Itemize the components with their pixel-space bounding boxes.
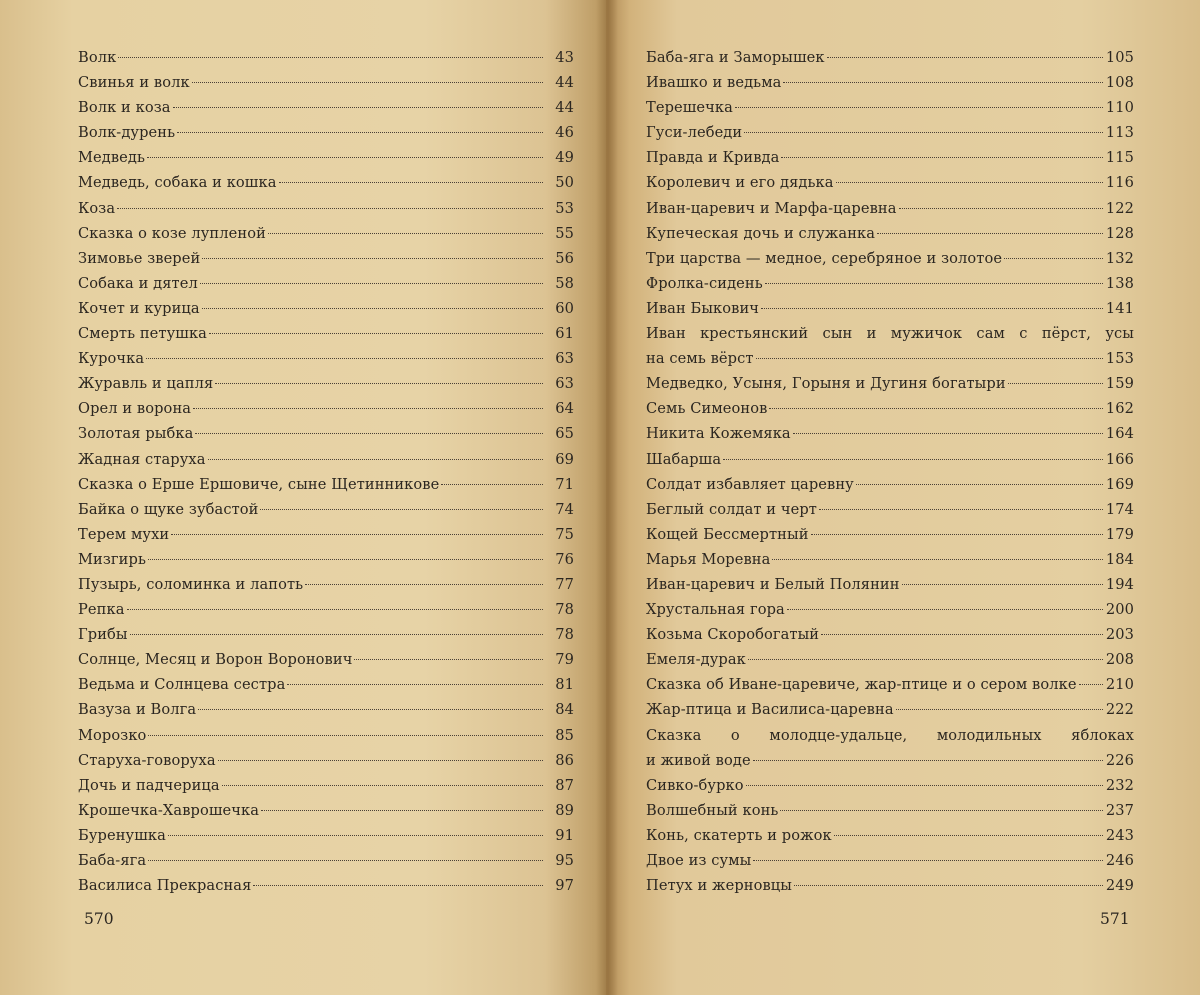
toc-entry: [646, 246, 1134, 271]
toc-entry-title-line2: и живой воде: [646, 751, 751, 769]
toc-entry-page: 95: [555, 852, 574, 869]
toc-entry: [78, 421, 574, 446]
toc-entry-title: Журавль и цапля: [78, 375, 214, 393]
toc-entry-title: Пузырь, соломинка и лапоть: [78, 575, 304, 593]
toc-entry-page: 56: [555, 249, 574, 267]
toc-entry-page: 203: [1105, 626, 1134, 644]
toc-entry: [78, 723, 574, 748]
toc-entry: [78, 45, 574, 70]
toc-entry: [78, 672, 574, 697]
toc-entry: [646, 447, 1134, 472]
toc-entry-title: Сказка об Иване-царевиче, жар-птице и о сером волке: [646, 676, 1077, 694]
toc-entry-page: 113: [1105, 124, 1134, 142]
toc-entry: [78, 697, 574, 722]
toc-entry-page: 179: [1105, 525, 1134, 543]
toc-entry-title: Сказка о Ерше Ершовиче, сыне Щетинникове: [78, 475, 440, 493]
toc-entry-page: 116: [1105, 174, 1134, 192]
toc-entry-title: Крошечка-Хаврошечка: [78, 801, 260, 819]
toc-entry: [78, 296, 574, 321]
toc-entry: [78, 622, 574, 647]
toc-entry-title: Терем мухи: [78, 525, 170, 543]
dot-leader: [753, 760, 1103, 761]
toc-entry-title: Волшебный конь: [646, 801, 779, 819]
dot-leader: [877, 233, 1103, 234]
toc-entry-title-line2: на семь вёрст: [646, 350, 754, 368]
toc-entry-page: 246: [1105, 852, 1134, 869]
toc-entry-title: Байка о щуке зубастой: [78, 500, 259, 518]
toc-entry: [646, 271, 1134, 296]
toc-entry: [78, 647, 574, 672]
toc-entry-title: Солдат избавляет царевну: [646, 475, 854, 493]
toc-entry: [646, 120, 1134, 145]
toc-entry-page: 76: [555, 550, 574, 568]
toc-entry-title: Старуха-говоруха: [78, 751, 216, 769]
toc-entry-page: 153: [1105, 350, 1134, 368]
toc-entry-page: 122: [1105, 199, 1134, 217]
toc-entry-title: Терешечка: [646, 99, 733, 117]
toc-entry: [646, 221, 1134, 246]
toc-entry: [646, 95, 1134, 120]
toc-entry-title: Кощей Бессмертный: [646, 525, 809, 543]
toc-entry-page: 249: [1105, 877, 1134, 895]
toc-entry-page: 243: [1105, 826, 1134, 844]
dot-leader: [811, 534, 1103, 535]
dot-leader: [761, 308, 1103, 309]
toc-entry-page: 60: [555, 299, 574, 317]
toc-entry-title: Волк-дурень: [78, 124, 176, 142]
toc-entry-title: Солнце, Месяц и Ворон Воронович: [78, 651, 353, 669]
toc-entry: [78, 221, 574, 246]
toc-entry-page: 44: [555, 99, 574, 117]
toc-entry-page: 200: [1105, 601, 1134, 619]
toc-entry-title: Баба-яга и Заморышек: [646, 49, 825, 66]
dot-leader: [1008, 383, 1103, 384]
toc-entry-page: 222: [1105, 701, 1134, 719]
toc-entry: [78, 823, 574, 848]
dot-leader: [856, 484, 1103, 485]
toc-entry-title: Беглый солдат и черт: [646, 500, 817, 518]
dot-leader: [268, 233, 543, 234]
dot-leader: [146, 358, 543, 359]
toc-entry-page: 128: [1105, 224, 1134, 242]
toc-entry: [78, 196, 574, 221]
dot-leader: [899, 208, 1103, 209]
table-of-contents-right: [646, 45, 1134, 898]
toc-entry-title: Двое из сумы: [646, 852, 752, 869]
dot-leader: [793, 433, 1103, 434]
toc-entry: [646, 622, 1134, 647]
toc-entry: [78, 497, 574, 522]
toc-entry-title: Семь Симеонов: [646, 400, 768, 418]
toc-entry-title: Грибы: [78, 626, 128, 644]
dot-leader: [118, 57, 543, 58]
toc-entry-page: 91: [555, 826, 574, 844]
toc-entry-page: 75: [555, 525, 574, 543]
toc-entry-page: 169: [1105, 475, 1134, 493]
toc-entry-page: 237: [1105, 801, 1134, 819]
toc-entry-page: 208: [1105, 651, 1134, 669]
toc-entry-page: 63: [555, 375, 574, 393]
toc-entry: [646, 873, 1134, 898]
toc-entry: [646, 396, 1134, 421]
table-of-contents-left: [78, 45, 574, 898]
toc-entry-page: 141: [1105, 299, 1134, 317]
toc-entry-title: Смерть петушка: [78, 325, 207, 343]
toc-entry-title: Иван-царевич и Белый Полянин: [646, 575, 900, 593]
toc-entry-page: 81: [555, 676, 574, 694]
toc-entry-title: Иван Быкович: [646, 299, 760, 317]
toc-entry-page: 85: [555, 726, 574, 744]
toc-entry-title: Медведко, Усыня, Горыня и Дугиня богатыри: [646, 375, 1006, 393]
toc-entry: [646, 647, 1134, 672]
right-page: [606, 0, 1200, 995]
toc-entry-title: Три царства — медное, серебряное и золотое: [646, 249, 1003, 267]
toc-entry-title: Ведьма и Солнцева сестра: [78, 676, 286, 694]
dot-leader: [148, 559, 543, 560]
dot-leader: [117, 208, 543, 209]
toc-entry-page: 89: [555, 801, 574, 819]
toc-entry-page: 78: [555, 601, 574, 619]
toc-entry-page: 159: [1105, 375, 1134, 393]
toc-entry-page: 63: [555, 350, 574, 368]
dot-leader: [836, 182, 1103, 183]
toc-entry-title: Емеля-дурак: [646, 651, 746, 669]
toc-entry: [78, 873, 574, 898]
toc-entry-title: Орел и ворона: [78, 400, 192, 418]
toc-entry-page: 232: [1105, 776, 1134, 794]
toc-entry-title: Фролка-сидень: [646, 274, 763, 292]
toc-entry-title: Сивко-бурко: [646, 776, 744, 794]
dot-leader: [209, 333, 543, 334]
toc-entry-page: 78: [555, 626, 574, 644]
toc-entry: [646, 170, 1134, 195]
book-gutter: [596, 0, 618, 995]
toc-entry-page: 49: [555, 149, 574, 167]
toc-entry: [78, 271, 574, 296]
dot-leader: [781, 157, 1102, 158]
dot-leader: [354, 659, 543, 660]
toc-entry: [646, 773, 1134, 798]
dot-leader: [193, 408, 543, 409]
dot-leader: [772, 559, 1102, 560]
toc-entry: [646, 421, 1134, 446]
toc-entry: [646, 723, 1134, 773]
toc-entry: [78, 773, 574, 798]
dot-leader: [177, 132, 543, 133]
toc-entry: [646, 572, 1134, 597]
page-number-right: 571: [1100, 910, 1130, 928]
toc-entry: [78, 371, 574, 396]
toc-entry: [646, 45, 1134, 70]
toc-entry-page: 166: [1105, 450, 1134, 468]
toc-entry: [646, 823, 1134, 848]
dot-leader: [173, 107, 543, 108]
dot-leader: [200, 283, 543, 284]
toc-entry-page: 55: [555, 224, 574, 242]
toc-entry-title: Сказка о козе лупленой: [78, 224, 266, 242]
toc-entry-page: 43: [555, 49, 574, 66]
toc-entry: [78, 522, 574, 547]
dot-leader: [735, 107, 1103, 108]
dot-leader: [287, 684, 543, 685]
toc-entry-title: Козьма Скоробогатый: [646, 626, 820, 644]
dot-leader: [253, 885, 543, 886]
toc-entry: [78, 472, 574, 497]
dot-leader: [215, 383, 543, 384]
dot-leader: [130, 634, 543, 635]
toc-entry-page: 105: [1105, 49, 1134, 66]
toc-entry: [78, 120, 574, 145]
toc-entry-title: Жар-птица и Василиса-царевна: [646, 701, 894, 719]
toc-entry: [646, 522, 1134, 547]
dot-leader: [441, 484, 543, 485]
dot-leader: [261, 810, 543, 811]
dot-leader: [279, 182, 544, 183]
toc-entry-title: Вазуза и Волга: [78, 701, 197, 719]
dot-leader: [746, 785, 1103, 786]
dot-leader: [168, 835, 543, 836]
toc-entry-title: Королевич и его дядька: [646, 174, 834, 192]
toc-entry-title: Морозко: [78, 726, 147, 744]
toc-entry: [646, 145, 1134, 170]
toc-entry-page: 69: [555, 450, 574, 468]
toc-entry-page: 53: [555, 199, 574, 217]
toc-entry: [646, 672, 1134, 697]
toc-entry-page: 79: [555, 651, 574, 669]
toc-entry: [78, 848, 574, 873]
toc-entry-title: Кочет и курица: [78, 299, 200, 317]
toc-entry-page: 44: [555, 74, 574, 92]
toc-entry-page: 194: [1105, 575, 1134, 593]
toc-entry-title: Хрустальная гора: [646, 601, 785, 619]
toc-entry-title: Медведь, собака и кошка: [78, 174, 277, 192]
toc-entry-page: 115: [1105, 149, 1134, 167]
dot-leader: [1079, 684, 1103, 685]
toc-entry-page: 226: [1105, 751, 1134, 769]
toc-entry-title: Баба-яга: [78, 852, 147, 869]
toc-entry: [78, 170, 574, 195]
toc-entry-page: 184: [1105, 550, 1134, 568]
toc-entry-title: Жадная старуха: [78, 450, 206, 468]
dot-leader: [202, 308, 543, 309]
dot-leader: [148, 735, 543, 736]
dot-leader: [834, 835, 1103, 836]
dot-leader: [260, 509, 543, 510]
toc-entry-page: 87: [555, 776, 574, 794]
toc-entry-title: Правда и Кривда: [646, 149, 780, 167]
dot-leader: [794, 885, 1103, 886]
dot-leader: [769, 408, 1102, 409]
dot-leader: [198, 709, 543, 710]
toc-entry-title: Конь, скатерть и рожок: [646, 826, 832, 844]
dot-leader: [765, 283, 1103, 284]
dot-leader: [148, 860, 543, 861]
toc-entry: [78, 798, 574, 823]
toc-entry-title: Собака и дятел: [78, 274, 198, 292]
dot-leader: [222, 785, 543, 786]
toc-entry-title: Мизгирь: [78, 550, 146, 568]
toc-entry: [78, 396, 574, 421]
toc-entry: [78, 597, 574, 622]
toc-entry-page: 84: [555, 701, 574, 719]
toc-entry-title: Буренушка: [78, 826, 166, 844]
toc-entry: [78, 95, 574, 120]
toc-entry: [646, 321, 1134, 371]
toc-entry-page: 162: [1105, 400, 1134, 418]
toc-entry-page: 58: [555, 274, 574, 292]
toc-entry-title: Василиса Прекрасная: [78, 877, 252, 895]
dot-leader: [819, 509, 1103, 510]
toc-entry-title-line1: Иван крестьянский сын и мужичок сам с пёрст, усы: [646, 325, 1134, 343]
toc-entry: [646, 497, 1134, 522]
toc-entry-title: Гуси-лебеди: [646, 124, 743, 142]
toc-entry-page: 174: [1105, 500, 1134, 518]
dot-leader: [127, 609, 543, 610]
toc-entry: [646, 848, 1134, 873]
toc-entry-title: Волк: [78, 49, 117, 66]
dot-leader: [208, 459, 543, 460]
toc-entry: [78, 447, 574, 472]
toc-entry: [646, 798, 1134, 823]
toc-entry-page: 77: [555, 575, 574, 593]
toc-entry: [78, 70, 574, 95]
toc-entry: [646, 371, 1134, 396]
dot-leader: [756, 358, 1103, 359]
toc-entry: [646, 547, 1134, 572]
dot-leader: [787, 609, 1103, 610]
toc-entry-page: 50: [555, 174, 574, 192]
dot-leader: [744, 132, 1103, 133]
toc-entry: [78, 145, 574, 170]
toc-entry: [646, 296, 1134, 321]
toc-entry-title: Волк и коза: [78, 99, 171, 117]
dot-leader: [202, 258, 543, 259]
toc-entry: [646, 472, 1134, 497]
toc-entry: [78, 246, 574, 271]
dot-leader: [896, 709, 1103, 710]
dot-leader: [1004, 258, 1103, 259]
toc-entry-title: Шабарша: [646, 450, 722, 468]
toc-entry-page: 108: [1105, 74, 1134, 92]
dot-leader: [827, 57, 1103, 58]
toc-entry-title: Курочка: [78, 350, 145, 368]
dot-leader: [902, 584, 1103, 585]
dot-leader: [218, 760, 543, 761]
toc-entry-page: 64: [555, 400, 574, 418]
toc-entry-line2: [646, 346, 1134, 371]
dot-leader: [821, 634, 1103, 635]
toc-entry-title: Никита Кожемяка: [646, 425, 791, 443]
toc-entry-page: 61: [555, 325, 574, 343]
toc-entry-page: 65: [555, 425, 574, 443]
dot-leader: [195, 433, 543, 434]
dot-leader: [753, 860, 1102, 861]
toc-entry-page: 138: [1105, 274, 1134, 292]
toc-entry-page: 210: [1105, 676, 1134, 694]
toc-entry-title: Марья Моревна: [646, 550, 771, 568]
toc-entry-title: Купеческая дочь и служанка: [646, 224, 876, 242]
toc-entry: [646, 196, 1134, 221]
toc-entry: [78, 748, 574, 773]
toc-entry: [78, 321, 574, 346]
toc-entry-page: 164: [1105, 425, 1134, 443]
toc-entry-title-line1: Сказка о молодце-удальце, молодильных яблоках: [646, 726, 1134, 744]
toc-entry-page: 46: [555, 124, 574, 142]
toc-entry-title: Медведь: [78, 149, 146, 167]
toc-entry-page: 97: [555, 877, 574, 895]
toc-entry: [646, 597, 1134, 622]
toc-entry: [78, 572, 574, 597]
toc-entry-page: 132: [1105, 249, 1134, 267]
toc-entry: [646, 697, 1134, 722]
dot-leader: [305, 584, 543, 585]
toc-entry-title: Репка: [78, 601, 125, 619]
toc-entry: [646, 70, 1134, 95]
dot-leader: [780, 810, 1102, 811]
page-number-left: 570: [84, 910, 114, 928]
dot-leader: [192, 82, 543, 83]
toc-entry-line2: [646, 748, 1134, 773]
dot-leader: [783, 82, 1102, 83]
toc-entry-title: Иван-царевич и Марфа-царевна: [646, 199, 897, 217]
toc-entry-page: 110: [1105, 99, 1134, 117]
toc-entry-title: Золотая рыбка: [78, 425, 194, 443]
toc-entry-title: Петух и жерновцы: [646, 877, 792, 895]
toc-entry-page: 74: [555, 500, 574, 518]
toc-entry-title: Свинья и волк: [78, 74, 190, 92]
toc-entry-title: Ивашко и ведьма: [646, 74, 782, 92]
toc-entry: [78, 346, 574, 371]
dot-leader: [171, 534, 543, 535]
toc-entry-page: 71: [555, 475, 574, 493]
toc-entry-title: Зимовье зверей: [78, 249, 201, 267]
toc-entry: [78, 547, 574, 572]
dot-leader: [723, 459, 1103, 460]
dot-leader: [147, 157, 543, 158]
toc-entry-page: 86: [555, 751, 574, 769]
dot-leader: [748, 659, 1103, 660]
toc-entry-title: Коза: [78, 199, 116, 217]
toc-entry-title: Дочь и падчерица: [78, 776, 220, 794]
